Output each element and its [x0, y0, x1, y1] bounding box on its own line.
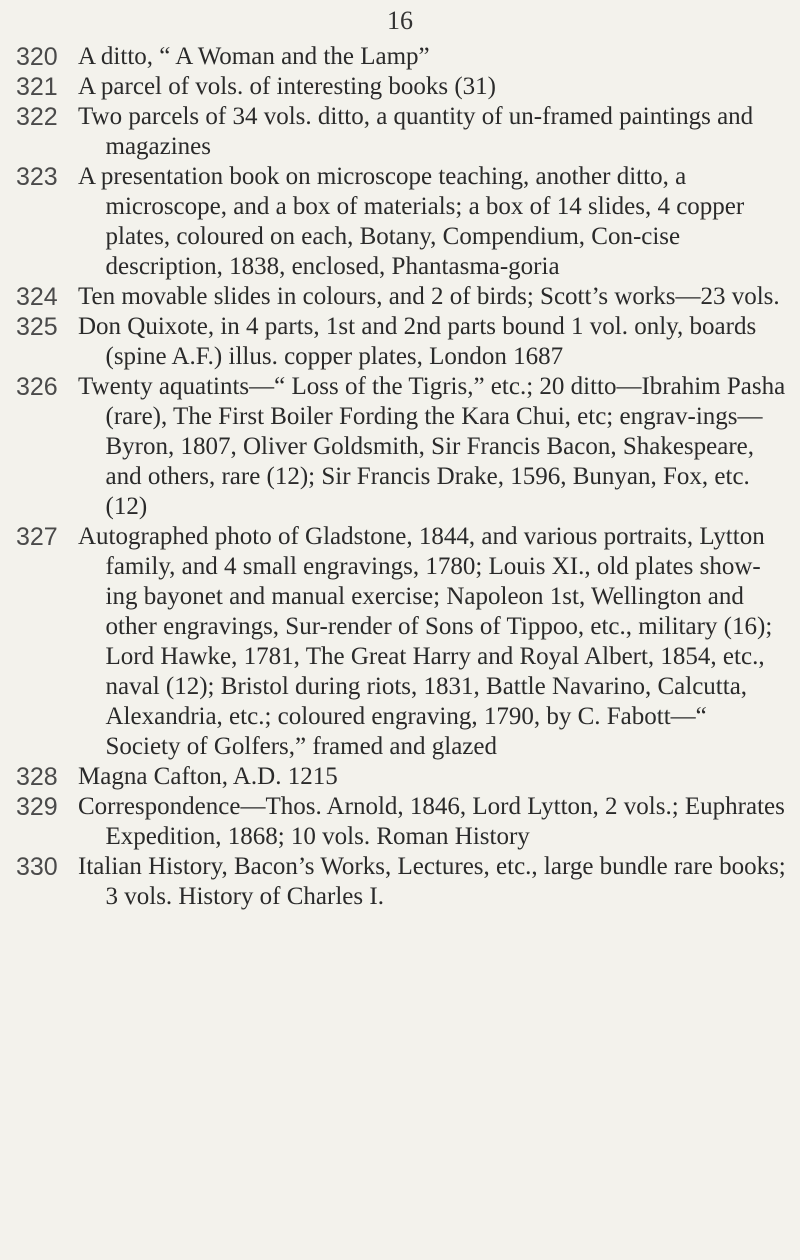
lot-item	[16, 852, 786, 912]
lot-number: 323	[16, 163, 58, 191]
lot-item	[16, 102, 786, 162]
lot-number: 325	[16, 313, 58, 341]
lot-description: Twenty aquatints—“ Loss of the Tigris,” etc.; 20 ditto—Ibrahim Pasha (rare), The First Boiler Fording the Kara Chui, etc; engrav-ings—Byron, 1807, Oliver Goldsmith, Sir Francis Bacon, Shakespeare, and others, rare (12); Sir Francis Drake, 1596, Bunyan, Fox, etc. (12)	[78, 373, 786, 520]
lot-item	[16, 372, 786, 522]
lot-description: Italian History, Bacon’s Works, Lectures, etc., large bundle rare books; 3 vols. History of Charles I.	[78, 853, 786, 910]
lot-description: Autographed photo of Gladstone, 1844, and various portraits, Lytton family, and 4 small engravings, 1780; Louis XI., old plates show-ing bayonet and manual exercise; Napoleon 1st, Wellington and other engravings, Sur-render of Sons of Tippoo, etc., military (16); Lord Hawke, 1781, The Great Harry and Royal Albert, 1854, etc., naval (12); Bristol during riots, 1831, Battle Navarino, Calcutta, Alexandria, etc.; coloured engraving, 1790, by C. Fabott—“ Society of Golfers,” framed and glazed	[78, 523, 773, 760]
lot-item	[16, 42, 786, 72]
lot-number: 328	[16, 763, 58, 791]
lot-number: 329	[16, 793, 58, 821]
lot-number: 321	[16, 73, 58, 101]
page-number: 16	[387, 6, 413, 35]
lot-list	[16, 42, 786, 912]
lot-item	[16, 282, 786, 312]
lot-item	[16, 522, 786, 762]
lot-number: 322	[16, 103, 58, 131]
lot-description: Correspondence—Thos. Arnold, 1846, Lord Lytton, 2 vols.; Euphrates Expedition, 1868; 10 vols. Roman History	[78, 793, 785, 850]
lot-number: 330	[16, 853, 58, 881]
lot-number: 320	[16, 43, 58, 71]
lot-description: Don Quixote, in 4 parts, 1st and 2nd parts bound 1 vol. only, boards (spine A.F.) illus. copper plates, London 1687	[78, 313, 757, 370]
lot-number: 326	[16, 373, 58, 401]
lot-item	[16, 162, 786, 282]
lot-description: A presentation book on microscope teaching, another ditto, a microscope, and a box of materials; a box of 14 slides, 4 copper plates, coloured on each, Botany, Compendium, Con-cise description, 1838, enclosed, Phantasma-goria	[78, 163, 745, 280]
lot-description: Two parcels of 34 vols. ditto, a quantity of un-framed paintings and magazines	[78, 103, 754, 160]
lot-description: Ten movable slides in colours, and 2 of birds; Scott’s works—23 vols.	[78, 283, 780, 310]
lot-item	[16, 312, 786, 372]
lot-description: Magna Cafton, A.D. 1215	[78, 763, 338, 790]
lot-item	[16, 762, 786, 792]
lot-number: 327	[16, 523, 58, 551]
lot-description: A ditto, “ A Woman and the Lamp”	[78, 43, 430, 70]
lot-item	[16, 72, 786, 102]
lot-number: 324	[16, 283, 58, 311]
lot-description: A parcel of vols. of interesting books (31)	[78, 73, 496, 100]
lot-item	[16, 792, 786, 852]
